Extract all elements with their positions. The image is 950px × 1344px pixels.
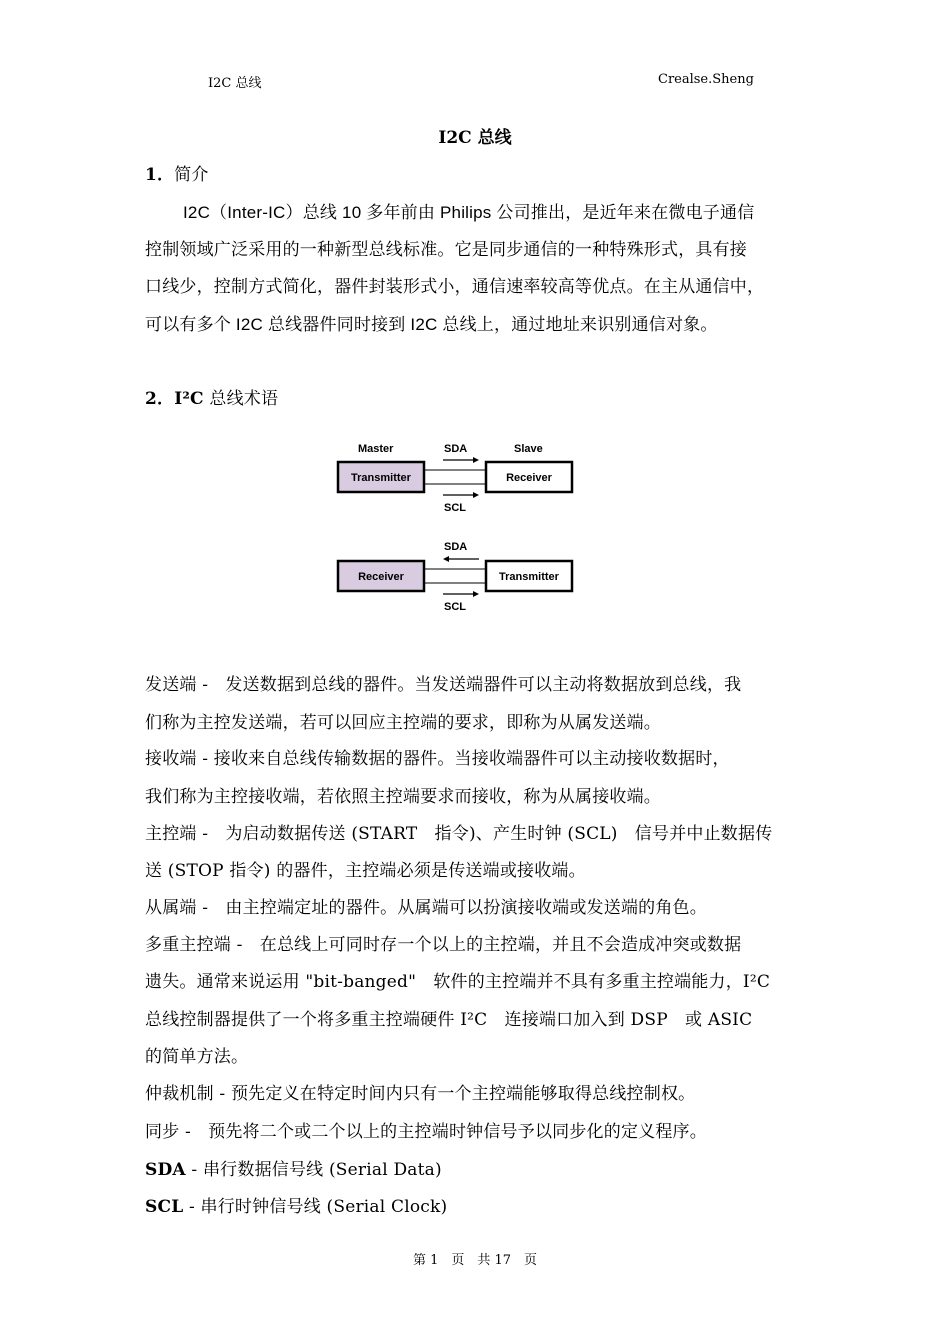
scl-arrowhead-bottom (473, 591, 479, 597)
i2c-diagram-svg (330, 438, 580, 618)
term-line: 们称为主控发送端，若可以回应主控端的要求，即称为从属发送端。 (145, 713, 661, 733)
term-line: 遗失。通常来说运用 "bit-banged" 软件的主控端并不具有多重主控端能力，I²C (145, 972, 771, 992)
section-2-code: I²C (174, 389, 204, 409)
term-line: 我们称为主控接收端，若依照主控端要求而接收，称为从属接收端。 (145, 787, 661, 807)
term-line: 接收端 - 接收来自总线传输数据的器件。当接收端器件可以主动接收数据时， (145, 749, 730, 769)
scl-arrowhead-top (473, 492, 479, 498)
sda-term-label: SDA (145, 1160, 186, 1180)
paragraph-line: 口线少，控制方式简化，器件封装形式小，通信速率较高等优点。在主从通信中， (145, 277, 765, 296)
term-line: 从属端 - 由主控端定址的器件。从属端可以扮演接收端或发送端的角色。 (145, 898, 707, 918)
section-2-number: 2． (145, 389, 175, 409)
paragraph-line: 可以有多个 I2C 总线器件同时接到 I2C 总线上，通过地址来识别通信对象。 (145, 315, 718, 334)
scl-term-text: - 串行时钟信号线 (Serial Clock) (183, 1197, 448, 1217)
document-title: I2C 总线 (438, 128, 512, 148)
term-line: 同步 - 预先将二个或二个以上的主控端时钟信号予以同步化的定义程序。 (145, 1122, 707, 1142)
scl-label-top: SCL (444, 502, 466, 514)
running-header-left: I2C 总线 (208, 76, 262, 91)
i2c-bus-diagram (330, 438, 580, 622)
term-line: 多重主控端 - 在总线上可同时存一个以上的主控端，并且不会造成冲突或数据 (145, 935, 742, 955)
sda-arrowhead-right (473, 457, 479, 463)
receiver-label-top: Receiver (506, 472, 552, 484)
term-line: 的简单方法。 (145, 1047, 249, 1067)
page-footer: 第 1 页 共 17 页 (412, 1253, 538, 1268)
sda-label-bottom: SDA (444, 541, 468, 553)
scl-term-label: SCL (145, 1197, 184, 1217)
sda-label-top: SDA (444, 443, 468, 455)
term-line: 仲裁机制 - 预先定义在特定时间内只有一个主控端能够取得总线控制权。 (145, 1084, 696, 1104)
term-line: 总线控制器提供了一个将多重主控端硬件 I²C 连接端口加入到 DSP 或 ASIC (145, 1010, 753, 1030)
section-2-heading (145, 384, 810, 409)
section-1-title: 简介 (174, 165, 209, 185)
sda-arrowhead-left (443, 556, 449, 562)
scl-term (145, 1192, 810, 1217)
transmitter-label-bottom: Transmitter (499, 571, 559, 583)
sda-term (145, 1155, 810, 1180)
term-line: 主控端 - 为启动数据传送 (START 指令)、产生时钟 (SCL) 信号并中止数据传 (145, 824, 773, 844)
running-header-right: Crealse.Sheng (658, 72, 754, 87)
scl-label-bottom: SCL (444, 601, 466, 613)
receiver-label-bottom: Receiver (358, 571, 404, 583)
sda-term-text: - 串行数据信号线 (Serial Data) (185, 1160, 442, 1180)
term-line: 送 (STOP 指令) 的器件，主控端必须是传送端或接收端。 (145, 861, 586, 881)
section-1-number: 1． (145, 165, 175, 185)
section-2-title: 总线术语 (209, 389, 279, 409)
section-1-heading (145, 160, 810, 185)
paragraph-line: I2C（Inter-IC）总线 10 多年前由 Philips 公司推出，是近年来在微电子通信 (183, 203, 755, 222)
paragraph-line: 控制领域广泛采用的一种新型总线标准。它是同步通信的一种特殊形式，具有接 (145, 240, 747, 259)
slave-label: Slave (514, 443, 543, 455)
master-label: Master (358, 443, 394, 455)
transmitter-label-top: Transmitter (351, 472, 411, 484)
term-line: 发送端 - 发送数据到总线的器件。当发送端器件可以主动将数据放到总线，我 (145, 675, 742, 695)
